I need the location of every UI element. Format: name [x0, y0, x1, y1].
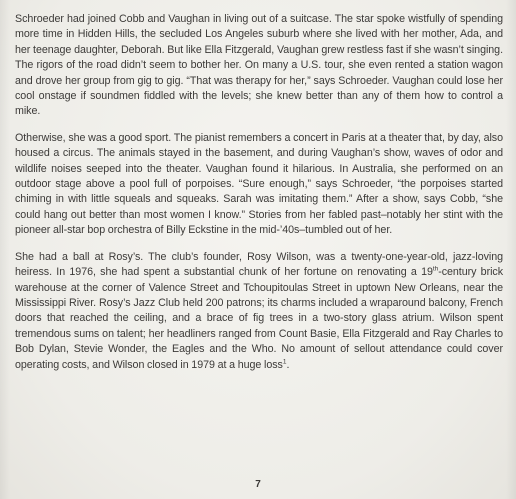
- page-number: 7: [255, 479, 261, 490]
- paragraph-text: Schroeder had joined Cobb and Vaughan in living out of a suitcase. The star spoke wistfully of spending more time in Hidden Hills, the secluded Los Angeles suburb where she lived with her mother, Ada, and her teenage daughter, Deborah. But like Ella Fitzgerald, Vaughan grew restless fast if she wasn’t singing. The rigors of the road didn’t seem to bother her. On many a U.S. tour, she even rented a station wagon and drove her group from gig to gig. “That was therapy for her,” says Schroeder. Vaughan could lose her cool onstage if soundmen fiddled with the levels; she knew better than any of them how to control a mike.: [15, 13, 503, 118]
- page-edge-shadow-left: [0, 0, 10, 499]
- paragraph-text: -century brick warehouse at the corner of Valence Street and Tchoupitoulas Street in uptown New Orleans, near the Mississippi River. Rosy’s Jazz Club held 200 patrons; its charms included a wraparound balcony, French doors that reached the ceiling, and a brace of fig trees in a two-story glass atrium. Wilson spent tremendous sums on talent; her headliners ranged from Count Basie, Ella Fitzgerald and Ray Charles to Bob Dylan, Stevie Wonder, the Eagles and the Who. No amount of sellout attendance could cover operating costs, and Wilson closed in 1979 at a huge loss: [15, 266, 503, 371]
- footnote-marker: 1: [282, 357, 287, 365]
- ordinal-superscript: th: [432, 265, 439, 273]
- paragraph: [15, 131, 503, 239]
- body-text: [15, 12, 503, 384]
- paragraph-text: Otherwise, she was a good sport. The pianist remembers a concert in Paris at a theater that, by day, also housed a circus. The animals stayed in the basement, and during Vaughan’s show, waves of odor and wildlife noises seeped into the theater. Vaughan found it hilarious. In Australia, she performed on an outdoor stage above a pool full of porpoises. “Sure enough,” says Schroeder, “the porpoises started chiming in with little squeals and squeaks. Sarah was imitating them.” After a show, says Cobb, “she could hang out better than most women I know.” Stories from her fabled past–notably her stint with the pioneer all-star bop orchestra of Billy Eckstine in the mid-’40s–tumbled out of her.: [15, 131, 503, 237]
- paragraph-text: .: [286, 358, 290, 371]
- page-edge-shadow-right: [506, 0, 516, 499]
- paragraph: [15, 12, 503, 120]
- paragraph-text: She had a ball at Rosy’s. The club’s founder, Rosy Wilson, was a twenty-one-year-old, jazz-loving heiress. In 1976, she had spent a substantial chunk of her fortune on renovating a 19: [15, 250, 503, 279]
- paragraph: [15, 250, 503, 373]
